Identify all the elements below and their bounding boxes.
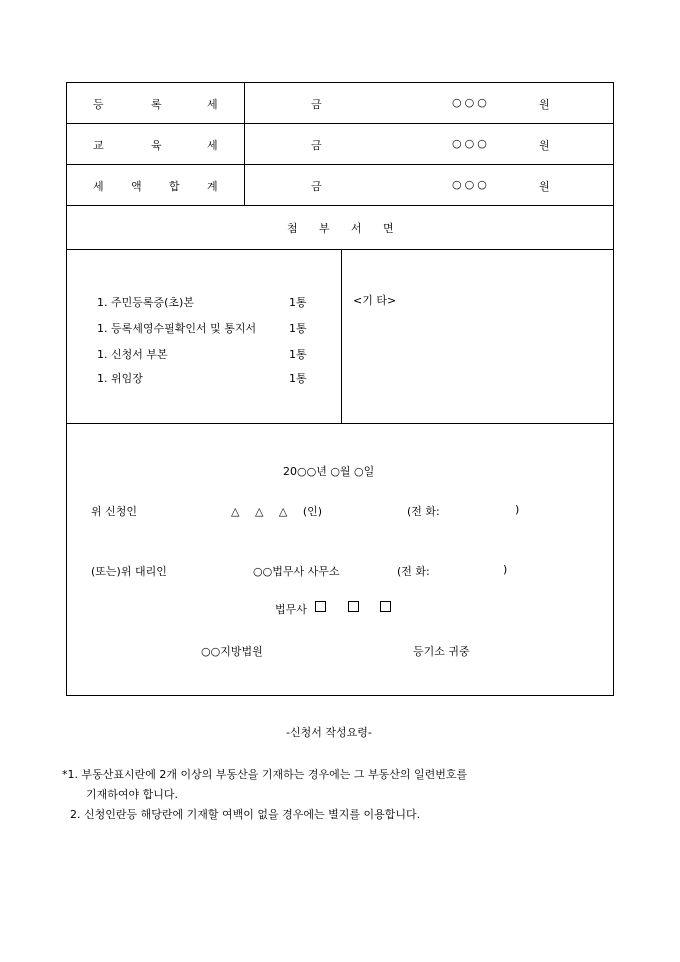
- notes-title: -신청서 작성요령-: [286, 726, 372, 739]
- tax-label: 세 액 합 계: [67, 165, 245, 205]
- attachment-count: 1통: [289, 296, 307, 309]
- lawyer-name-boxes: [315, 601, 391, 614]
- attachments-section: [67, 250, 613, 424]
- applicant-label: 위 신청인: [91, 505, 138, 518]
- keum-label: 금: [311, 98, 322, 111]
- attachment-item: 1. 등록세영수필확인서 및 통지서: [97, 322, 257, 335]
- phone-close: ): [515, 503, 520, 516]
- tax-label: 등 록 세: [67, 83, 245, 123]
- lawyer-label: 법무사: [275, 603, 307, 616]
- tax-label: 교 육 세: [67, 124, 245, 164]
- attachment-item: 1. 주민등록증(초)본: [97, 296, 194, 309]
- column-divider: [341, 250, 342, 423]
- attachment-count: 1통: [289, 372, 307, 385]
- won-label: 원: [539, 139, 550, 152]
- agent-office: ○○법무사 사무소: [253, 565, 340, 578]
- other-label: <기 타>: [353, 294, 397, 307]
- agent-label: (또는)위 대리인: [91, 565, 167, 578]
- keum-label: 금: [311, 180, 322, 193]
- tax-amount: ○○○: [452, 137, 490, 150]
- note-item: 2. 신청인란등 해당란에 기재할 여백이 없을 경우에는 별지를 이용합니다.: [70, 808, 421, 821]
- won-label: 원: [539, 180, 550, 193]
- phone-close: ): [503, 563, 508, 576]
- attachments-header: 첨 부 서 면: [67, 206, 613, 250]
- attachment-item: 1. 위임장: [97, 372, 143, 385]
- note-item: *1. 부동산표시란에 2개 이상의 부동산을 기재하는 경우에는 그 부동산의 일련번호를: [62, 768, 468, 781]
- won-label: 원: [539, 98, 550, 111]
- attachment-count: 1통: [289, 348, 307, 361]
- name-box: [348, 601, 359, 612]
- phone-label: (전 화:: [407, 505, 440, 518]
- attachment-item: 1. 신청서 부본: [97, 348, 168, 361]
- application-form: [66, 82, 614, 696]
- name-box: [315, 601, 326, 612]
- tax-row-education: [67, 124, 613, 165]
- registry-office: 등기소 귀중: [413, 645, 470, 658]
- application-date: 20○○년 ○월 ○일: [283, 465, 375, 478]
- applicant-name: △ △ △ (인): [231, 505, 323, 518]
- tax-amount: ○○○: [452, 96, 490, 109]
- note-item: 기재하여야 합니다.: [86, 788, 179, 801]
- keum-label: 금: [311, 139, 322, 152]
- tax-amount: ○○○: [452, 178, 490, 191]
- tax-row-total: [67, 165, 613, 206]
- phone-label: (전 화:: [397, 565, 430, 578]
- name-box: [380, 601, 391, 612]
- court-name: ○○지방법원: [201, 645, 263, 658]
- tax-row-registration: [67, 83, 613, 124]
- attachment-count: 1통: [289, 322, 307, 335]
